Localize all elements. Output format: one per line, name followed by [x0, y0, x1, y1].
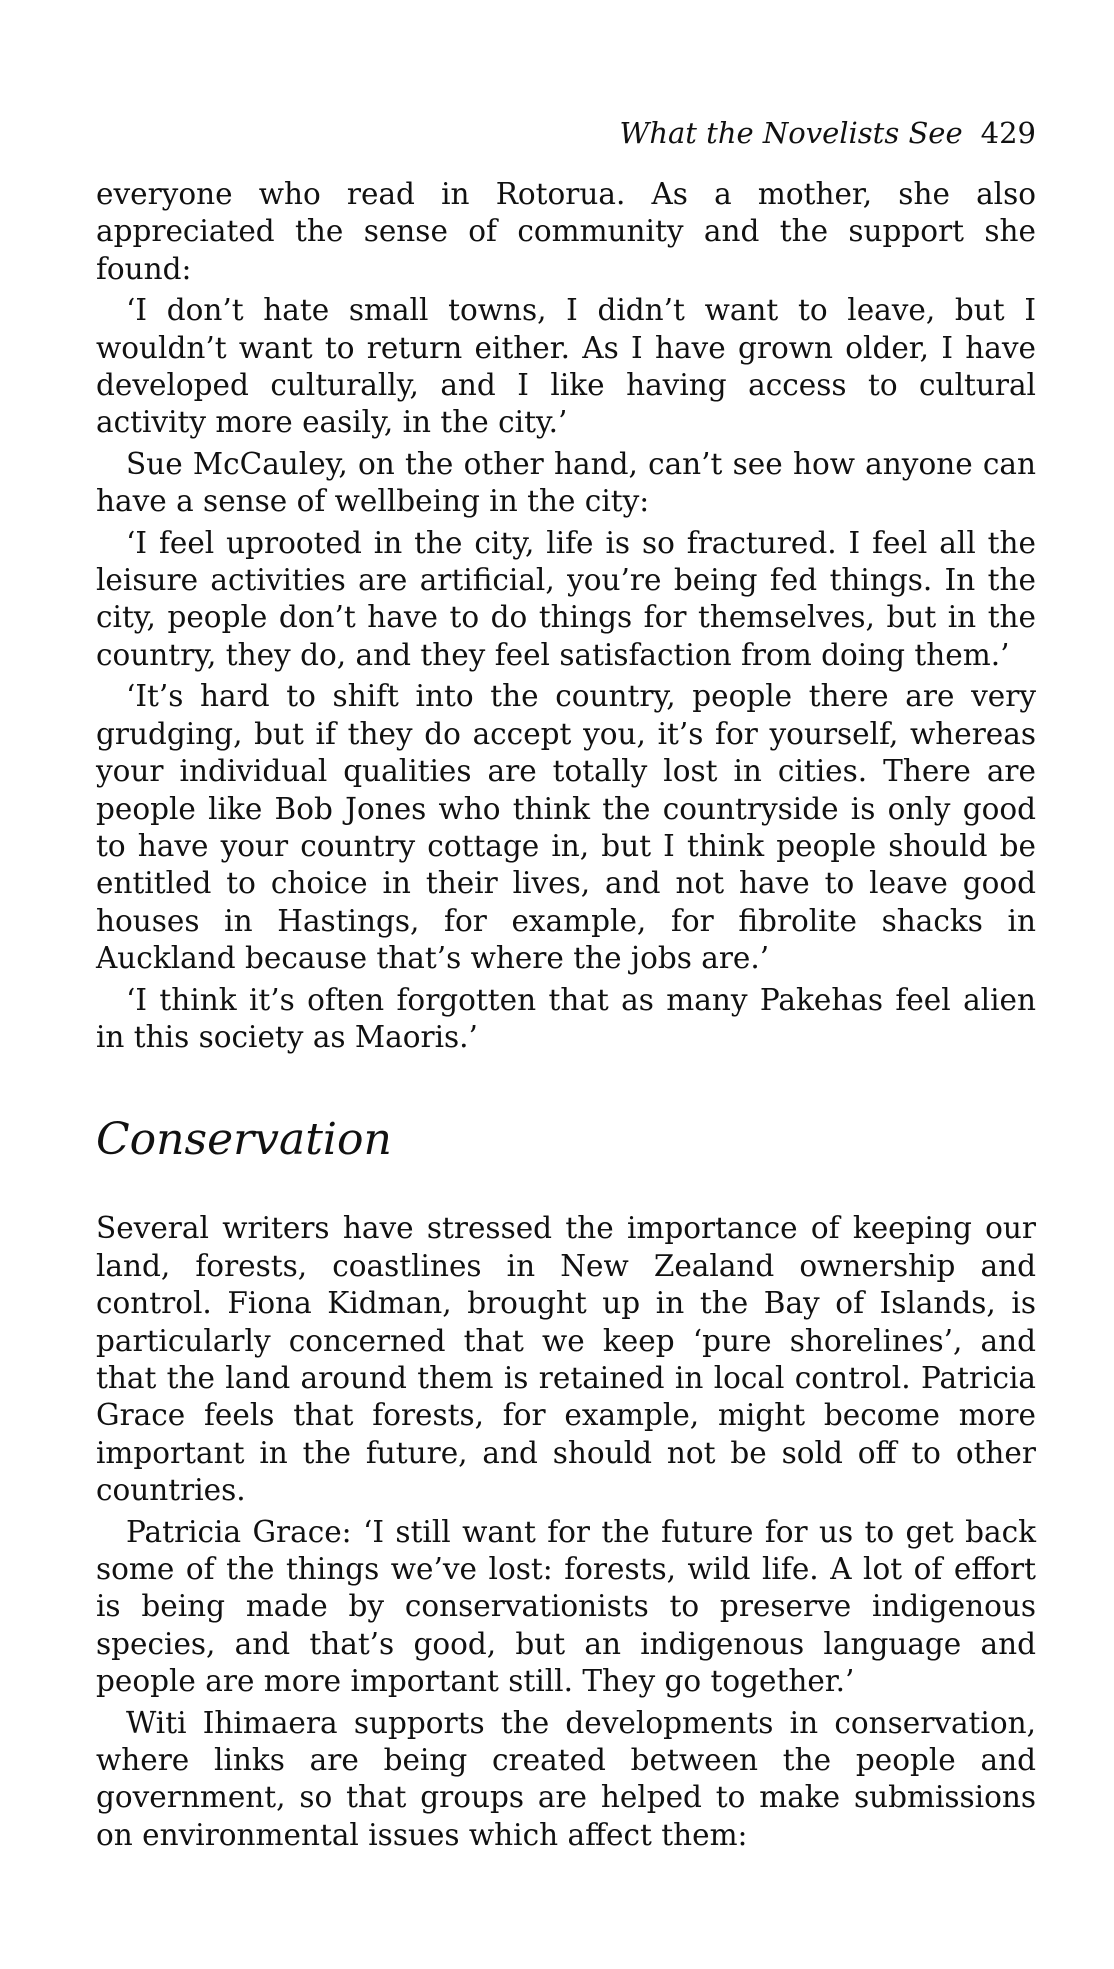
paragraph: Witi Ihimaera supports the developments in conservation, where links are being created between the people and government, so that groups are helped to make submissions on environmental issues which affect them:: [96, 1705, 1036, 1852]
quote-paragraph: ‘It’s hard to shift into the country, people there are very grudging, but if they do accept you, it’s for yourself, whereas your individual qualities are totally lost in cities. There are people like Bob Jones who think the countryside is only good to have your country cottage in, but I think people should be entitled to choice in their lives, and not have to leave good houses in Hastings, for example, for fibrolite shacks in Auckland because that’s where the jobs are.’: [96, 679, 1036, 976]
running-head: [620, 115, 1036, 151]
quote-paragraph: ‘I feel uprooted in the city, life is so fractured. I feel all the leisure activities are artificial, you’re being fed things. In the city, people don’t have to do things for themselves, but in the country, they do, and they feel satisfaction from doing them.’: [96, 525, 1036, 672]
quote-paragraph: ‘I think it’s often forgotten that as many Pakehas feel alien in this society as Maoris.’: [96, 982, 1036, 1054]
paragraph: Several writers have stressed the importance of keeping our land, forests, coastlines in New Zealand ownership and control. Fiona Kidman, brought up in the Bay of Islands, is particularly concerned that we keep ‘pure shorelines’, and that the land around them is retained in local control. Patricia Grace feels that forests, for example, might become more important in the future, and should not be sold off to other countries.: [96, 1211, 1036, 1508]
quote-paragraph: ‘I don’t hate small towns, I didn’t want to leave, but I wouldn’t want to return either. As I have grown older, I have developed culturally, and I like having access to cultural activity more easily, in the city.’: [96, 293, 1036, 440]
paragraph: Sue McCauley, on the other hand, can’t see how anyone can have a sense of wellbeing in the city:: [96, 446, 1036, 519]
page-number: 429: [980, 116, 1036, 150]
body-text: [96, 176, 1036, 1858]
running-title: What the Novelists See: [619, 116, 963, 150]
paragraph: everyone who read in Rotorua. As a mother, she also appreciated the sense of community and the support she found:: [96, 177, 1036, 286]
paragraph: Patricia Grace: ‘I still want for the future for us to get back some of the things we’ve lost: forests, wild life. A lot of effort is being made by conservationists to preserve indigenous species, and that’s good, but an indigenous language and people are more important still. They go together.’: [96, 1514, 1036, 1699]
section-heading: Conservation: [96, 1114, 392, 1166]
